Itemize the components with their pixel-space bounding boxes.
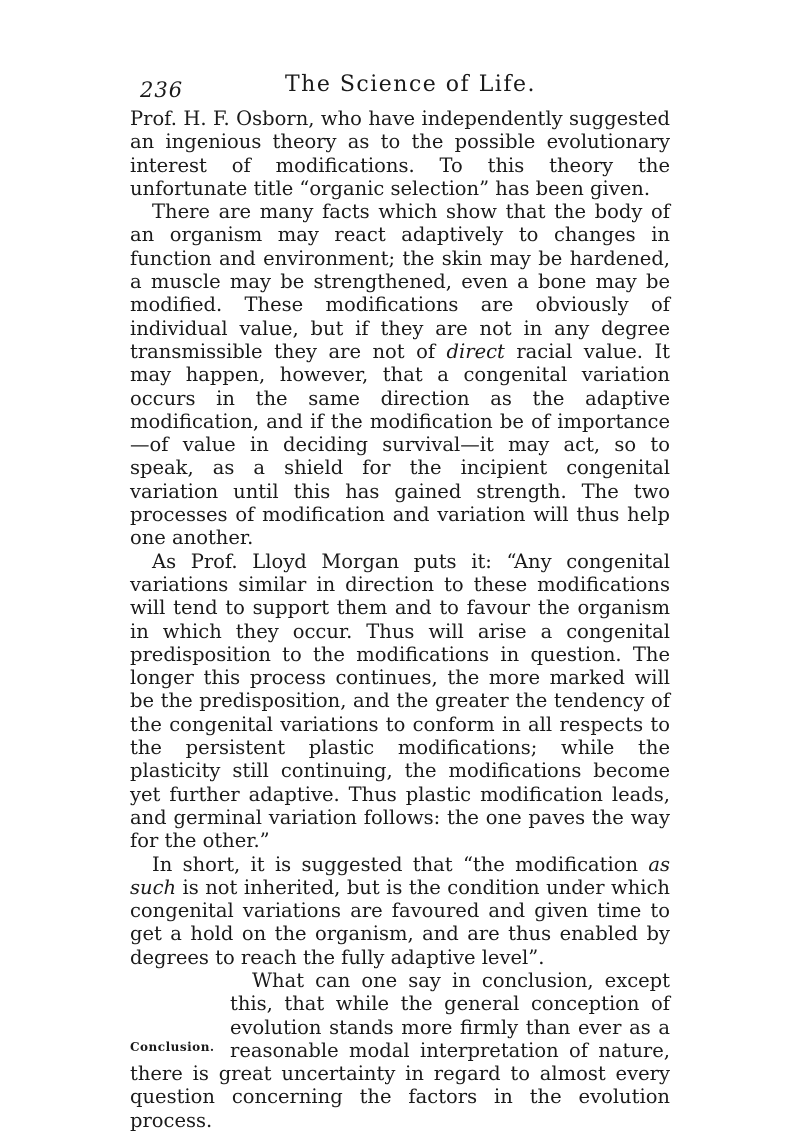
emphasis-direct: direct bbox=[446, 339, 505, 363]
emphasis-as-such: as such bbox=[130, 852, 670, 899]
page-header bbox=[140, 72, 660, 106]
paragraph-modifications-part-1: There are many facts which show that the body of an organism may react adaptively to changes in function and environment; the skin may be hardened, a muscle may be strengthened, even a bone may be modified. These modifications are obviously of individual value, but if they are not in any degree transmissible they are not of bbox=[130, 200, 670, 363]
paragraph-in-short-part-2: is not inherited, but is the condition under which congenital variations are favoured and given time to get a hold on the organism, and are thus enabled by degrees to reach the fully adaptive level”. bbox=[130, 875, 670, 969]
paragraph-modifications-part-2: racial value. It may happen, however, that a congenital variation occurs in the same direction as the adaptive modification, and if the modification be of importance—of value in deciding survival—it may act, so to speak, as a shield for the incipient congenital variation until this has gained strength. The two processes of modification and variation will thus help one another. bbox=[130, 339, 670, 550]
sidenote-spacer bbox=[130, 1016, 230, 1062]
page-number: 236 bbox=[140, 78, 184, 102]
paragraph-osborn: Prof. H. F. Osborn, who have independently suggested an ingenious theory as to the possible evolutionary interest of modifications. To this theory the unfortunate title “organic selection” has been given. bbox=[130, 107, 670, 200]
running-title: The Science of Life. bbox=[285, 72, 536, 97]
paragraph-modifications bbox=[130, 200, 670, 549]
sidenote-conclusion: Conclusion. bbox=[130, 1039, 215, 1054]
paragraph-conclusion-text: What can one say in conclusion, except this, that while the general conception of evolution stands more firmly than ever as a reasonable modal interpretation of nature, there is great uncertainty in regard to almost every question concerning the factors in the evolution process. bbox=[130, 968, 670, 1132]
paragraph-lloyd-morgan-quote: As Prof. Lloyd Morgan puts it: “Any congenital variations similar in direction to these modifications will tend to support them and to favour the organism in which they occur. Thus will arise a congenital predisposition to the modifications in question. The longer this process continues, the more marked will be the predisposition, and the greater the tendency of the congenital variations to conform in all respects to the persistent plastic modifications; while the plasticity still continuing, the modifications become yet further adaptive. Thus plastic modification leads, and germinal variation follows: the one paves the way for the other.” bbox=[130, 549, 670, 853]
body-text bbox=[130, 107, 670, 1132]
paragraph-in-short-part-1: In short, it is suggested that “the modification bbox=[152, 852, 649, 876]
paragraph-in-short bbox=[130, 853, 670, 969]
conclusion-section bbox=[130, 969, 670, 1132]
